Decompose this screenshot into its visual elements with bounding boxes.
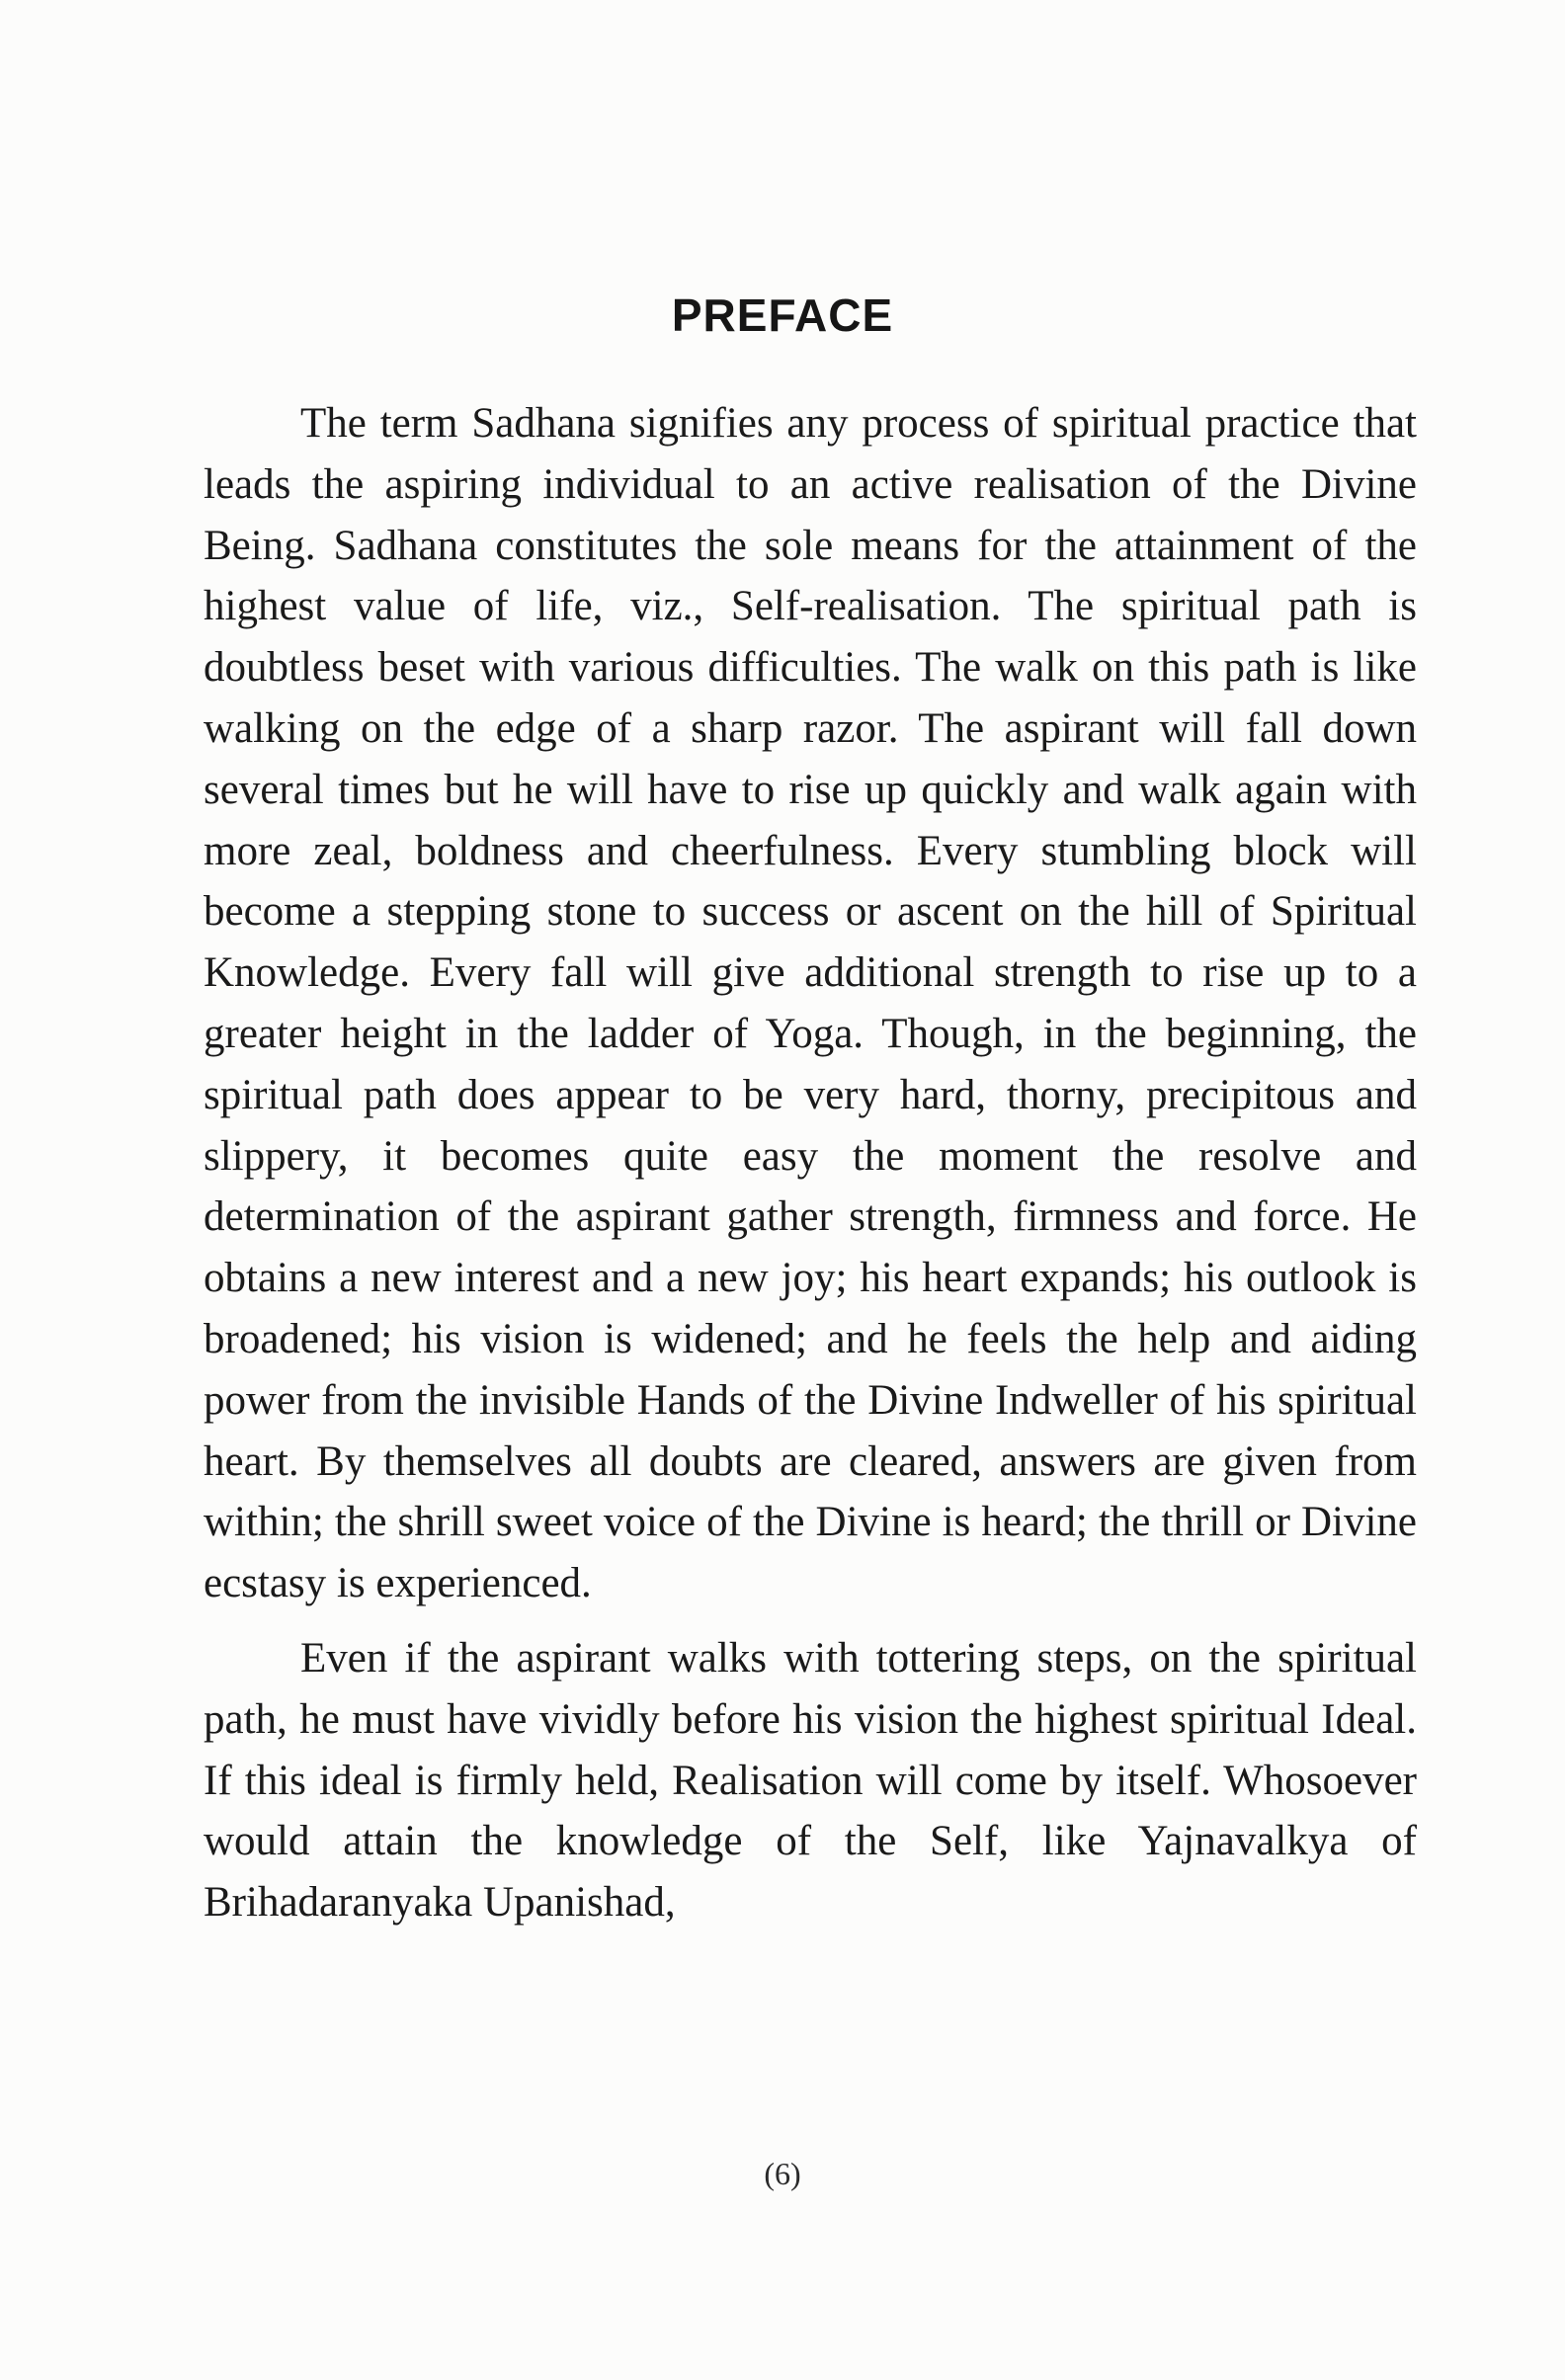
paragraph: The term Sadhana signifies any process of spiritual practice that leads the aspiring individual to an active realisation of the Divine Being. Sadhana constitutes the sole means for the attainment of the highest value of life, viz., Self-realisation. The spiritual path is doubtless beset with various difficulties. The walk on this path is like walking on the edge of a sharp razor. The aspirant will fall down several times but he will have to rise up quickly and walk again with more zeal, boldness and cheerfulness. Every stumbling block will become a stepping stone to success or ascent on the hill of Spiritual Knowledge. Every fall will give additional strength to rise up to a greater height in the ladder of Yoga. Though, in the beginning, the spiritual path does appear to be very hard, thorny, precipitous and slippery, it becomes quite easy the moment the resolve and determination of the aspirant gather strength, firmness and force. He obtains a new interest and a new joy; his heart expands; his outlook is broadened; his vision is widened; and he feels the help and aiding power from the invisible Hands of the Divine Indweller of his spiritual heart. By themselves all doubts are cleared, answers are given from within; the shrill sweet voice of the Divine is heard; the thrill or Divine ecstasy is experienced.: [204, 400, 1417, 1607]
paragraph: Even if the aspirant walks with tottering steps, on the spiritual path, he must have vividly before his vision the highest spiritual Ideal. If this ideal is firmly held, Realisation will come by itself. Whosoever would attain the knowledge of the Self, like Yajnavalkya of Brihadaranyaka Upanishad,: [204, 1634, 1417, 1927]
page-number: (6): [764, 2156, 801, 2191]
page-heading: PREFACE: [671, 289, 894, 341]
body-text: [204, 393, 1417, 1933]
